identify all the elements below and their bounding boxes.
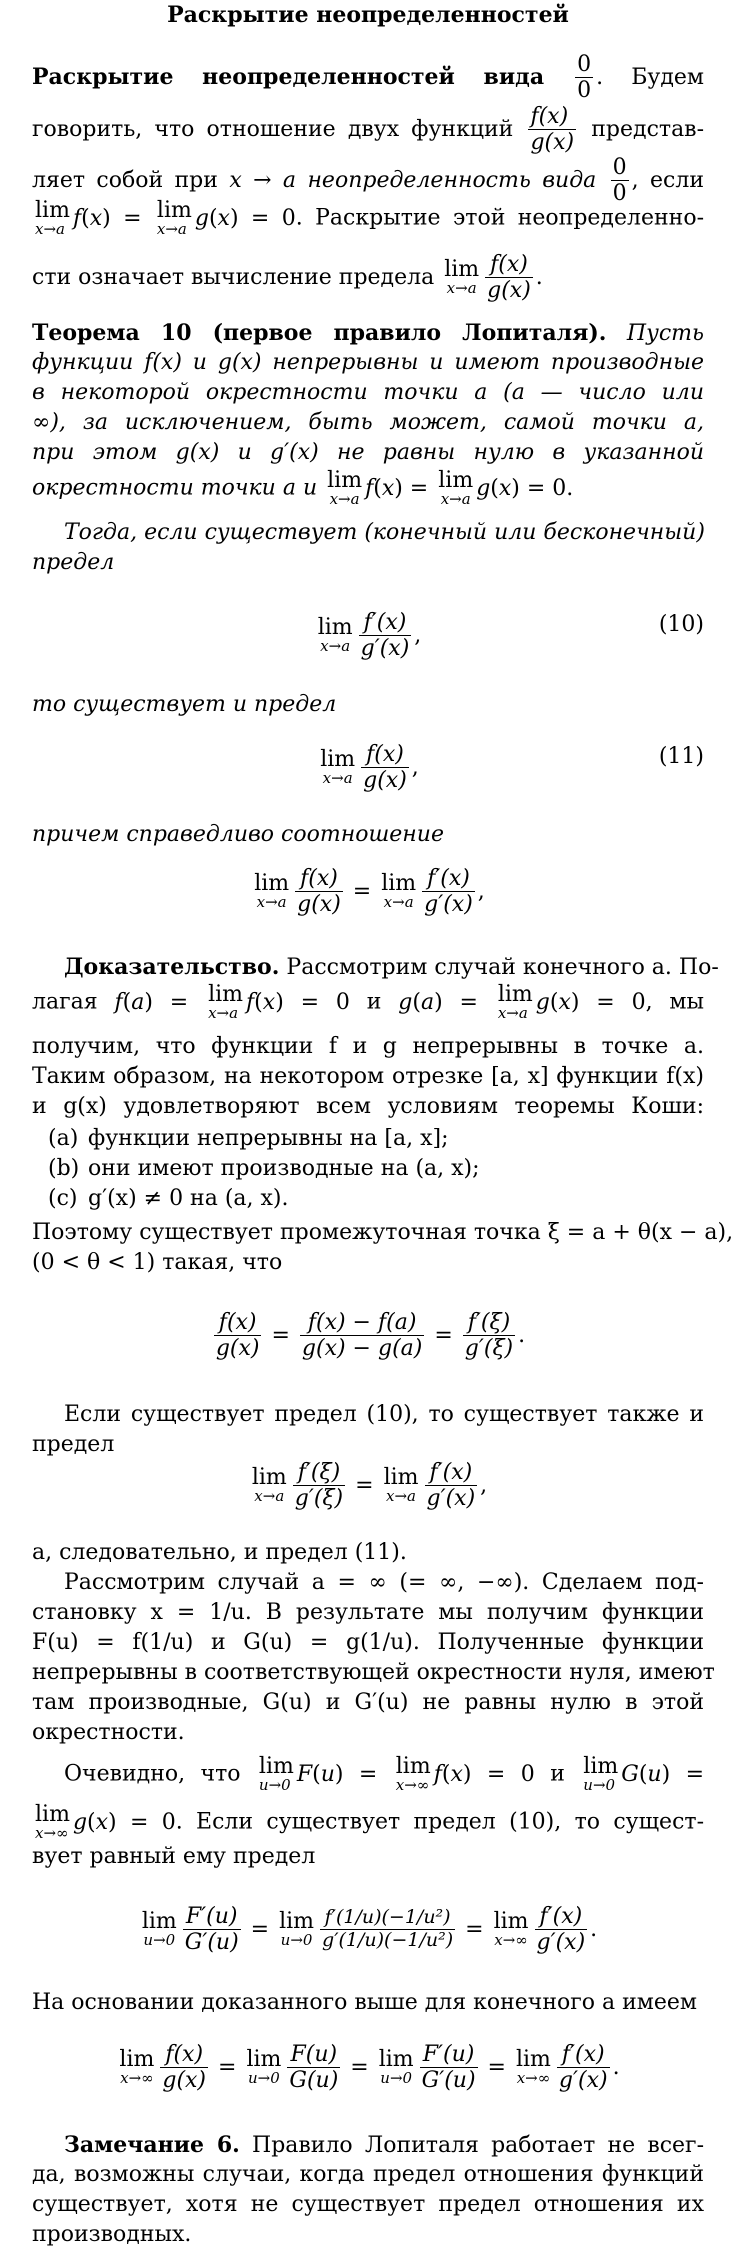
text: сти означает вычисление предела [32,264,435,290]
text-line [32,470,704,507]
list-text: g′(x) ≠ 0 на (a, x). [88,1186,289,1211]
list-label: (b) [48,1156,80,1181]
list-text: функции непрерывны на [a, x]; [88,1126,449,1151]
text-line: а, следовательно, и предел (11). [32,1540,407,1565]
text: ляет собой при [32,167,218,193]
text-line: (0 < θ < 1) такая, что [32,1250,283,1275]
text: . Раскрытие этой неопределенно- [295,205,704,231]
text-line: становку x = 1/u. В результате мы получим функции [32,1600,704,1625]
text-line: функции f(x) и g(x) непрерывны и имеют производные [32,350,704,375]
text: лагая [32,989,98,1015]
page-title: Раскрытие неопределенностей [167,2,569,28]
text-line: в некоторой окрестности точки a (a — число или [32,380,704,405]
text: представ- [591,116,705,142]
equation-main: lim x→a $\frac{f(x)}{g(x)}$ = lim x→a $\frac{f'(x)}{g'(x)}$ , [254,866,485,918]
text-line: На основании доказанного выше для конечного a имеем [32,1990,698,2015]
text-line: Если существует предел (10), то существует также и [64,1402,704,1427]
formula: lim u→0 G(u) = [583,1754,705,1794]
text-line: то существует и предел [32,692,337,717]
text: , мы [645,989,705,1015]
text-line: ∞), за исключением, быть может, самой точки a, [32,410,704,435]
remark-heading: Замечание 6. [64,2132,240,2158]
text-line [32,1804,704,1841]
text: Рассмотрим случай конечного a. По- [286,955,719,980]
text-line: Рассмотрим случай a = ∞ (= ∞, −∞). Сделаем под- [64,1570,704,1595]
text: Будем [631,64,704,90]
list-label: (c) [48,1186,78,1211]
text-line: окрестности. [32,1720,185,1745]
theorem-heading: Теорема 10 (первое правило Лопиталя). [32,320,607,346]
formula: f(a) = lim x→a f(x) = 0 [114,982,350,1022]
formula: $\frac{0}{0}$ [577,52,592,104]
section-line: Раскрытие неопределенностей вида $\frac{0}{0}$ . Будем [32,52,704,104]
formula: lim u→0 F(u) = lim x→∞ f(x) = 0 [258,1754,535,1794]
equation-number: (11) [658,744,704,769]
text: Очевидно, что [64,1761,241,1787]
text-line [32,1756,704,1793]
text-line [32,104,704,156]
text-line: предел [32,550,115,575]
list-item [48,1154,648,1184]
formula: lim x→∞ g(x) = 0 [35,1802,176,1842]
text-line [32,252,704,304]
formula: lim x→a $\frac{f(x)}{g(x)}$ . [444,252,543,304]
text-line: и g(x) удовлетворяют всем условиям теоремы Коши: [32,1094,704,1119]
remark-line [32,2130,704,2161]
text-line: существует, хотя не существует предел отношения их [32,2192,704,2217]
text-line [32,200,704,237]
formula: g(a) = lim x→a g(x) = 0 [398,982,646,1022]
text-line: причем справедливо соотношение [32,822,444,847]
list-item [48,1184,648,1214]
text-line: да, возможны случаи, когда предел отношения функций [32,2162,704,2187]
text: . Если существует предел (10), то сущест- [175,1809,704,1835]
equation-substitution: lim u→0 $\frac{F'(u)}{G'(u)}$ = lim u→0 $\frac{\text{f′(1/u)(−1/u²)}}{\text{g′(1/u)(−1/u²)}}$ = lim x→∞ $\frac{f'(x)}{g'(x)}$ . [141,1904,598,1956]
formula: lim x→a f(x) = lim x→a g(x) = 0 [35,198,296,238]
equation-number: (10) [658,612,704,637]
text: и [550,1761,565,1787]
equation-cauchy: $\frac{f(x)}{g(x)}$ = $\frac{f(x) - f(a)}{g(x) - g(a)}$ = $\frac{f'(\xi)}{g'(\xi)}$ . [215,1310,526,1362]
equation-10: lim x→a $\frac{f'(x)}{g'(x)}$ , (10) [317,610,704,662]
text: Пусть [626,321,704,346]
text: говорить, что отношение двух функций [32,116,514,142]
formula: $\frac{f(x)}{g(x)}$ [530,104,575,156]
formula: x → a [229,167,297,193]
text: неопределенность вида [307,167,597,193]
text-line: Тогда, если существует (конечный или бесконечный) [64,520,705,545]
equation-infinity: lim x→∞ $\frac{f(x)}{g(x)}$ = lim u→0 $\frac{F(u)}{G(u)}$ = lim u→0 $\frac{F'(u)}{G'(u)}$ = lim x→∞ $\frac{f'(x)}{g'(x)}$ . [119,2042,620,2094]
formula: lim x→a f(x) = lim x→a g(x) = 0. [327,468,574,508]
text-line: непрерывны в соответствующей окрестности нуля, имеют [32,1660,715,1685]
text: Правило Лопиталя работает не всег- [252,2133,704,2158]
text-line: вует равный ему предел [32,1844,316,1869]
text-line: получим, что функции f и g непрерывны в точке a. [32,1034,704,1059]
list-item [48,1124,648,1154]
proof-heading: Доказательство. [64,954,280,980]
text: окрестности точки a и [32,475,318,501]
text-line: Таким образом, на некотором отрезке [a, x] функции f(x) [32,1064,704,1089]
equation-xi: lim x→a $\frac{f'(\xi)}{g'(\xi)}$ = lim x→a $\frac{f'(x)}{g'(x)}$ , [251,1460,488,1512]
text-line: предел [32,1432,115,1457]
text: и [366,989,382,1015]
text-line: F(u) = f(1/u) и G(u) = g(1/u). Полученные функции [32,1630,704,1655]
equation-11: lim x→a $\frac{f(x)}{g(x)}$ , (11) [320,742,704,794]
text-line [32,984,704,1021]
formula: $\frac{0}{0}$ [612,155,627,207]
list-label: (a) [48,1126,79,1151]
proof-line [32,952,719,983]
text-line [32,155,704,207]
text: , если [631,167,705,193]
theorem-line [32,318,704,349]
section-heading: Раскрытие неопределенностей вида [32,63,545,90]
text-line: там производные, G(u) и G′(u) не равны нулю в этой [32,1690,704,1715]
list-text: они имеют производные на (a, x); [88,1156,480,1181]
text-line: производных. [32,2222,192,2247]
text-line: Поэтому существует промежуточная точка ξ = a + θ(x − a), [32,1220,734,1245]
text-line: при этом g(x) и g′(x) не равны нулю в указанной [32,440,704,465]
